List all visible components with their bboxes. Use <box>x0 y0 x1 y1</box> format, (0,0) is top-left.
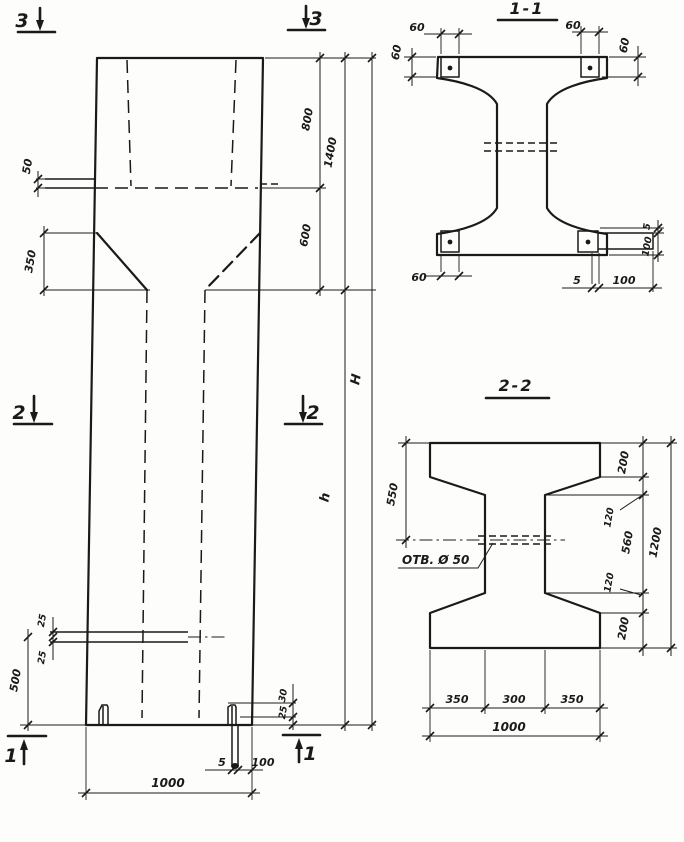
dim-5-bottom: 5 <box>573 274 581 287</box>
anchor-end <box>231 763 239 769</box>
column-outline <box>86 58 263 725</box>
right-foot <box>228 705 236 725</box>
marker-1-left <box>4 736 46 767</box>
section-markers <box>4 6 325 767</box>
dim-60-top-left: 60 <box>409 21 425 34</box>
anchor-dot-tr <box>588 66 593 71</box>
web-hidden-edges <box>142 290 205 718</box>
taper-edge-solid <box>97 233 147 290</box>
dim-350: 350 <box>22 248 39 274</box>
dim-1400: 1400 <box>321 136 340 169</box>
marker-3-right <box>288 6 325 30</box>
section-1-1-dimension-labels <box>389 19 655 287</box>
dim-120-top: 120 <box>602 506 617 529</box>
anchor-dot-bl <box>448 240 453 245</box>
dimension-ticks <box>24 28 675 797</box>
section-1-1-outline <box>437 57 607 255</box>
hole-callout <box>398 543 493 568</box>
marker-1-right <box>283 735 320 765</box>
dim-h: h <box>317 491 334 504</box>
console-plate-left <box>45 179 96 188</box>
section-2-2-dimension-labels <box>384 450 665 734</box>
taper-edge-hidden <box>205 233 260 290</box>
marker-3-right-label: 3 <box>309 8 323 30</box>
marker-3-left <box>15 8 55 32</box>
section-2-2-outline <box>430 443 600 648</box>
dim-5-side: 5 <box>641 222 654 231</box>
dim-800: 800 <box>299 106 316 132</box>
dim-anchor-100: 100 <box>251 756 275 769</box>
anchor-dot-tl <box>448 66 453 71</box>
dim-550: 550 <box>384 481 401 507</box>
dim-300-web: 300 <box>502 693 526 706</box>
left-foot <box>99 705 108 725</box>
column-elevation-view <box>45 58 296 769</box>
dim-200-top: 200 <box>615 449 632 475</box>
dim-25-lower: 25 <box>35 650 50 666</box>
dim-1200: 1200 <box>646 526 665 559</box>
marker-1-right-label: 1 <box>303 743 317 765</box>
elevation-dimension-labels <box>7 107 365 790</box>
marker-3-left-label: 3 <box>15 10 29 32</box>
dim-25-upper: 25 <box>35 613 50 629</box>
upper-hidden-edges <box>127 60 236 186</box>
dim-560: 560 <box>619 529 636 555</box>
dim-1000-section: 1000 <box>492 720 526 734</box>
dim-60-bottom-left: 60 <box>411 271 427 284</box>
section-1-1-view <box>389 0 655 287</box>
section-2-2-title: 2-2 <box>498 376 534 395</box>
dim-H: H <box>348 372 365 387</box>
hole-sleeve <box>50 632 188 642</box>
dim-anchor-5: 5 <box>218 756 226 769</box>
marker-1-left-label: 1 <box>4 745 18 767</box>
dim-350-right: 350 <box>560 693 584 706</box>
dim-200-bottom: 200 <box>615 615 632 641</box>
dim-600: 600 <box>297 222 314 248</box>
anchor-dot-br <box>586 240 591 245</box>
dim-350-left: 350 <box>445 693 469 706</box>
dim-foot-30: 30 <box>276 688 291 704</box>
dim-foot-25: 25 <box>276 705 291 721</box>
marker-2-right <box>285 396 322 424</box>
dim-60-top-right: 60 <box>565 19 581 32</box>
extension-lines <box>20 26 677 800</box>
marker-2-left <box>12 396 52 424</box>
dim-1000-base: 1000 <box>151 776 185 790</box>
dim-500: 500 <box>7 667 24 693</box>
marker-2-right-label: 2 <box>306 402 320 424</box>
section-2-2-view <box>384 376 665 734</box>
anchor-strip <box>232 725 238 766</box>
dim-100-bottom: 100 <box>612 274 636 287</box>
marker-2-left-label: 2 <box>12 402 26 424</box>
dimension-lines <box>28 32 671 793</box>
dim-120-bottom: 120 <box>602 571 617 594</box>
leader-120-bottom <box>620 589 641 595</box>
section-1-1-title: 1-1 <box>509 0 545 18</box>
hole-callout-label: ОТВ. Ø 50 <box>402 553 470 567</box>
dim-100-side: 100 <box>640 235 655 258</box>
dim-60-left: 60 <box>388 43 405 62</box>
dim-50: 50 <box>19 157 36 176</box>
leader-120-top <box>620 496 641 510</box>
dim-60-right: 60 <box>616 36 633 55</box>
